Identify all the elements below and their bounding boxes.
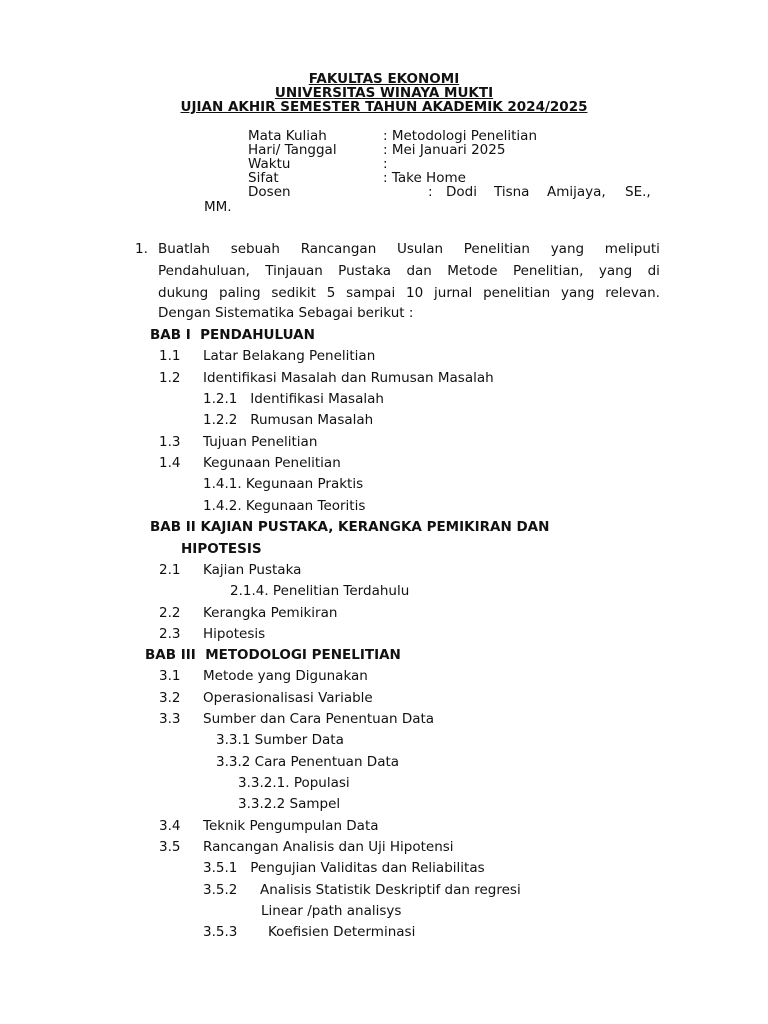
item-number: 3.5	[159, 839, 181, 855]
dosen-word: Tisna	[494, 184, 530, 200]
word: Penelitian	[463, 241, 530, 257]
dosen-word: SE.,	[625, 184, 651, 200]
question-line	[158, 287, 660, 301]
word: Metode	[447, 263, 498, 279]
dosen-word: Amijaya,	[547, 184, 606, 200]
word: relevan.	[605, 285, 660, 301]
sifat-label: Sifat	[248, 170, 279, 186]
sub-item: 1.2.1 Identifikasi Masalah	[203, 391, 384, 407]
item-title: Sumber dan Cara Penentuan Data	[203, 711, 435, 727]
word: Pendahuluan,	[158, 263, 250, 279]
sifat-value: : Take Home	[383, 170, 466, 186]
sub-item: 1.4.1. Kegunaan Praktis	[203, 476, 364, 492]
word: Pustaka	[338, 263, 392, 279]
item-number: 1.2	[159, 370, 181, 386]
mata-kuliah-label: Mata Kuliah	[248, 128, 327, 144]
bab-2-heading: BAB II KAJIAN PUSTAKA, KERANGKA PEMIKIRAN DAN	[150, 519, 550, 535]
mata-kuliah-value: : Metodologi Penelitian	[383, 128, 537, 144]
word: Penelitian,	[512, 263, 584, 279]
word: dukung	[158, 285, 209, 301]
bab-3-heading: BAB III METODOLOGI PENELITIAN	[145, 647, 401, 663]
item-number: 3.4	[159, 818, 181, 834]
item-title: Kajian Pustaka	[203, 562, 302, 578]
word: sedikit	[271, 285, 316, 301]
question-line	[158, 243, 660, 257]
question-line	[158, 265, 660, 279]
word: Tinjauan	[265, 263, 323, 279]
word: yang	[561, 285, 595, 301]
sub-item-number: 3.5.3	[203, 924, 238, 940]
item-title: Kegunaan Penelitian	[203, 455, 341, 471]
item-title: Kerangka Pemikiran	[203, 605, 338, 621]
word: Rancangan	[300, 241, 377, 257]
item-number: 1.3	[159, 434, 181, 450]
sub-item: 3.5.1 Pengujian Validitas dan Reliabilitas	[203, 860, 485, 876]
word: sebuah	[230, 241, 280, 257]
word: di	[647, 263, 660, 279]
dosen-word: Dodi	[446, 184, 477, 200]
item-number: 2.2	[159, 605, 181, 621]
item-title: Tujuan Penelitian	[203, 434, 318, 450]
item-number: 3.1	[159, 668, 181, 684]
item-title: Teknik Pengumpulan Data	[203, 818, 379, 834]
word: Usulan	[396, 241, 444, 257]
word: jurnal	[434, 285, 473, 301]
sub-item-number: 3.5.2	[203, 882, 238, 898]
item-number: 2.3	[159, 626, 181, 642]
exam-title: UJIAN AKHIR SEMESTER TAHUN AKADEMIK 2024/2025	[180, 99, 588, 115]
item-title: Latar Belakang Penelitian	[203, 348, 376, 364]
sub-sub-item: 3.3.2.2 Sampel	[238, 796, 341, 812]
word: 10	[406, 285, 424, 301]
dosen-continuation: MM.	[204, 199, 232, 215]
item-title: Operasionalisasi Variable	[203, 690, 373, 706]
word: yang	[598, 263, 633, 279]
sub-item-title: Analisis Statistik Deskriptif dan regresi	[260, 882, 521, 898]
item-title: Rancangan Analisis dan Uji Hipotensi	[203, 839, 454, 855]
sub-item: 1.2.2 Rumusan Masalah	[203, 412, 374, 428]
dosen-label: Dosen	[248, 184, 291, 200]
question-number: 1.	[135, 241, 148, 257]
item-title: Identifikasi Masalah dan Rumusan Masalah	[203, 370, 494, 386]
faculty-title: FAKULTAS EKONOMI	[308, 71, 460, 87]
sub-item: 3.3.2 Cara Penentuan Data	[216, 754, 400, 770]
waktu-value: :	[383, 156, 388, 172]
sub-sub-item: 3.3.2.1. Populasi	[238, 775, 350, 791]
item-number: 1.1	[159, 348, 181, 364]
word: sampai	[346, 285, 396, 301]
word: paling	[219, 285, 261, 301]
hari-value: : Mei Januari 2025	[383, 142, 506, 158]
item-number: 3.3	[159, 711, 181, 727]
item-title: Metode yang Digunakan	[203, 668, 368, 684]
sub-item-title-cont: Linear /path analisys	[261, 903, 402, 919]
bab-2-heading-cont: HIPOTESIS	[181, 541, 262, 557]
waktu-label: Waktu	[248, 156, 291, 172]
item-title: Hipotesis	[203, 626, 266, 642]
question-line: Dengan Sistematika Sebagai berikut :	[158, 305, 414, 321]
bab-1-heading: BAB I PENDAHULUAN	[150, 327, 315, 343]
sub-item: 1.4.2. Kegunaan Teoritis	[203, 498, 366, 514]
dosen-colon: :	[428, 184, 433, 200]
word: dan	[406, 263, 432, 279]
sub-item-title: Koefisien Determinasi	[268, 924, 416, 940]
item-number: 3.2	[159, 690, 181, 706]
word: 5	[326, 285, 336, 301]
hari-label: Hari/ Tanggal	[248, 142, 337, 158]
word: yang	[550, 241, 585, 257]
word: Buatlah	[158, 241, 210, 257]
word: penelitian	[483, 285, 551, 301]
word: meliputi	[604, 241, 660, 257]
university-title: UNIVERSITAS WINAYA MUKTI	[274, 85, 494, 101]
sub-item: 2.1.4. Penelitian Terdahulu	[230, 583, 410, 599]
item-number: 1.4	[159, 455, 181, 471]
sub-item: 3.3.1 Sumber Data	[216, 732, 344, 748]
item-number: 2.1	[159, 562, 181, 578]
